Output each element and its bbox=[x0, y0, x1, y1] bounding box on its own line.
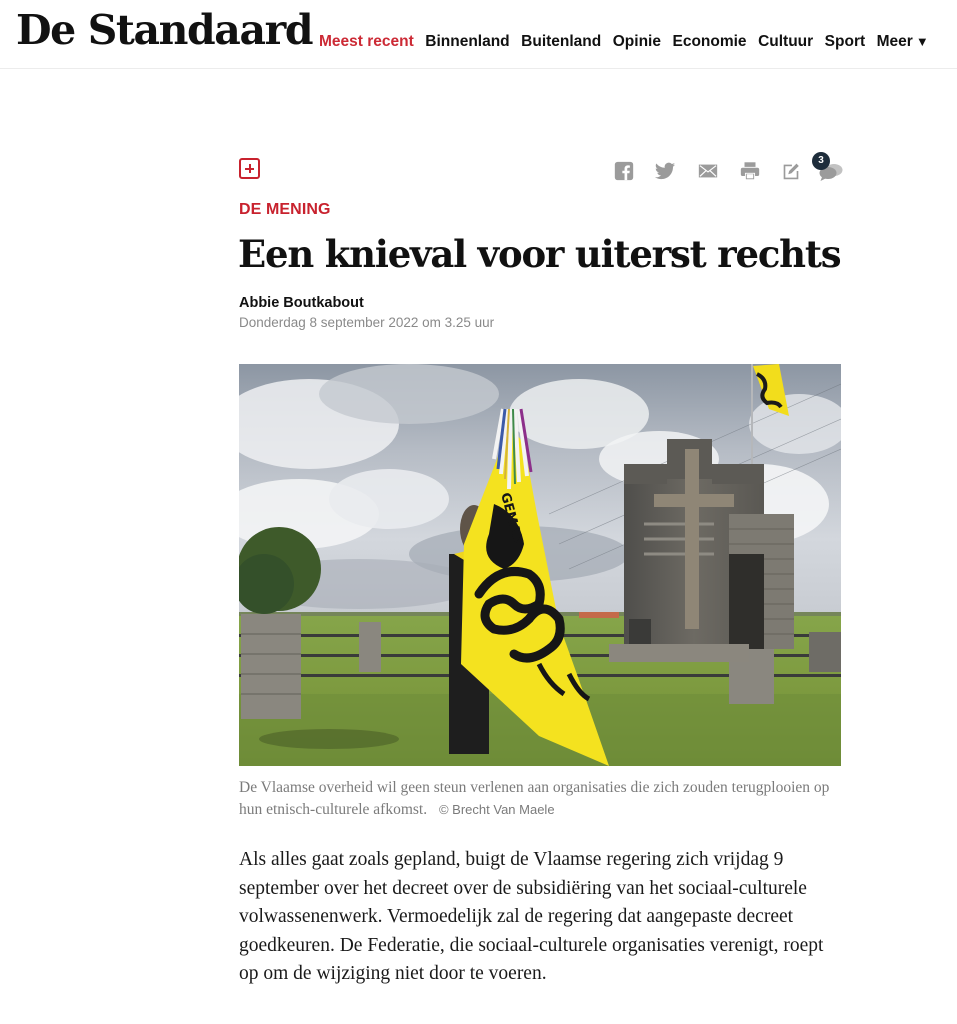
photo-caption bbox=[239, 777, 839, 820]
section-label[interactable]: DE MENING bbox=[239, 201, 331, 218]
nav-item-binnenland[interactable]: Binnenland bbox=[425, 33, 510, 50]
nav-item-economie[interactable]: Economie bbox=[672, 33, 747, 50]
article-photo[interactable] bbox=[239, 364, 841, 766]
twitter-icon[interactable] bbox=[653, 160, 677, 182]
caret-down-icon: ▼ bbox=[915, 34, 929, 49]
article-title: Een knieval voor uiterst rechts bbox=[238, 232, 841, 276]
comment-count-badge[interactable]: 3 bbox=[812, 152, 830, 170]
plus-square-icon[interactable] bbox=[239, 158, 260, 179]
nav-item-sport[interactable]: Sport bbox=[824, 33, 866, 50]
article-lead: Als alles gaat zoals gepland, buigt de Vlaamse regering zich vrijdag 9 september over het decreet over de subsidiëring van het sociaal-culturele volwassenenwerk. Vermoedelijk zal de regering dat aangepaste decreet goedkeuren. De Federatie, die sociaal-culturele organisaties verenigt, roept op om de wijziging niet door te voeren. bbox=[239, 849, 824, 984]
svg-text:GEMAK: GEMAK bbox=[497, 491, 526, 546]
nav-item-meer[interactable] bbox=[877, 31, 929, 53]
site-logo[interactable]: De Standaard bbox=[16, 6, 313, 54]
edit-icon[interactable] bbox=[779, 160, 803, 182]
nav-item-meest-recent[interactable]: Meest recent bbox=[319, 33, 414, 50]
main-nav bbox=[319, 31, 940, 53]
facebook-icon[interactable] bbox=[612, 160, 636, 182]
nav-item-cultuur[interactable]: Cultuur bbox=[758, 33, 814, 50]
nav-item-buitenland[interactable]: Buitenland bbox=[521, 33, 602, 50]
photo-credit: © Brecht Van Maele bbox=[438, 801, 555, 817]
site-header bbox=[0, 0, 957, 69]
nav-item-meer-label: Meer bbox=[876, 33, 913, 50]
photo-illustration bbox=[239, 364, 841, 766]
nav-item-opinie[interactable]: Opinie bbox=[612, 33, 661, 50]
author-name[interactable]: Abbie Boutkabout bbox=[239, 295, 364, 311]
print-icon[interactable] bbox=[738, 160, 762, 182]
publish-date: Donderdag 8 september 2022 om 3.25 uur bbox=[239, 315, 495, 330]
caption-text: De Vlaamse overheid wil geen steun verlenen aan organisaties die zich zouden terugplooien op hun etnisch-culturele afkomst. bbox=[239, 779, 830, 818]
mail-icon[interactable] bbox=[696, 160, 720, 182]
